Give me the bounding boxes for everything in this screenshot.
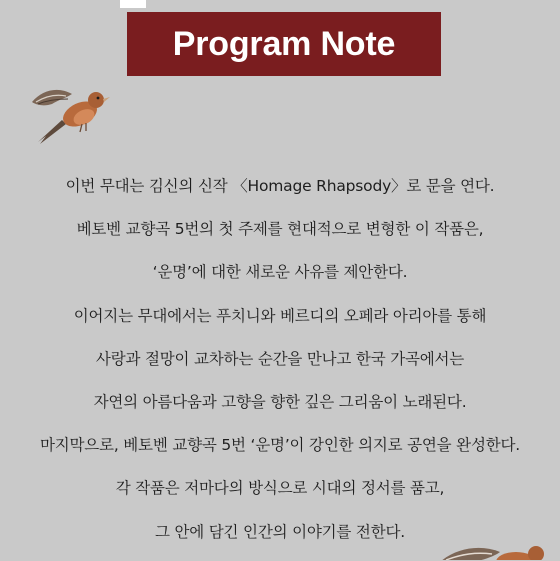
- bird-illustration-top: [28, 84, 112, 148]
- note-line-4: 이어지는 무대에서는 푸치니와 베르디의 오페라 아리아를 통해: [73, 306, 487, 325]
- note-line-1: 이번 무대는 김신의 신작 〈Homage Rhapsody〉로 문을 연다.: [65, 177, 495, 195]
- top-paper-strip: [120, 0, 146, 8]
- page-title: Program Note: [172, 24, 396, 63]
- note-line-6: 자연의 아름다움과 고향을 향한 깊은 그리움이 노래된다.: [93, 392, 467, 411]
- title-banner: [127, 12, 441, 76]
- note-line-2: 베토벤 교향곡 5번의 첫 주제를 현대적으로 변형한 이 작품은,: [76, 220, 484, 239]
- note-line-8: 각 작품은 저마다의 방식으로 시대의 정서를 품고,: [115, 479, 445, 498]
- note-line-5: 사랑과 절망이 교차하는 순간을 만나고 한국 가곡에서는: [95, 349, 465, 368]
- program-note-body: [0, 172, 560, 561]
- note-line-9: 그 안에 담긴 인간의 이야기를 전한다.: [155, 522, 405, 541]
- note-line-3: ‘운명’에 대한 새로운 사유를 제안한다.: [152, 263, 408, 282]
- bird-illustration-bottom: [436, 542, 556, 560]
- note-line-7: 마지막으로, 베토벤 교향곡 5번 ‘운명’이 강인한 의지로 공연을 완성한다.: [39, 436, 521, 455]
